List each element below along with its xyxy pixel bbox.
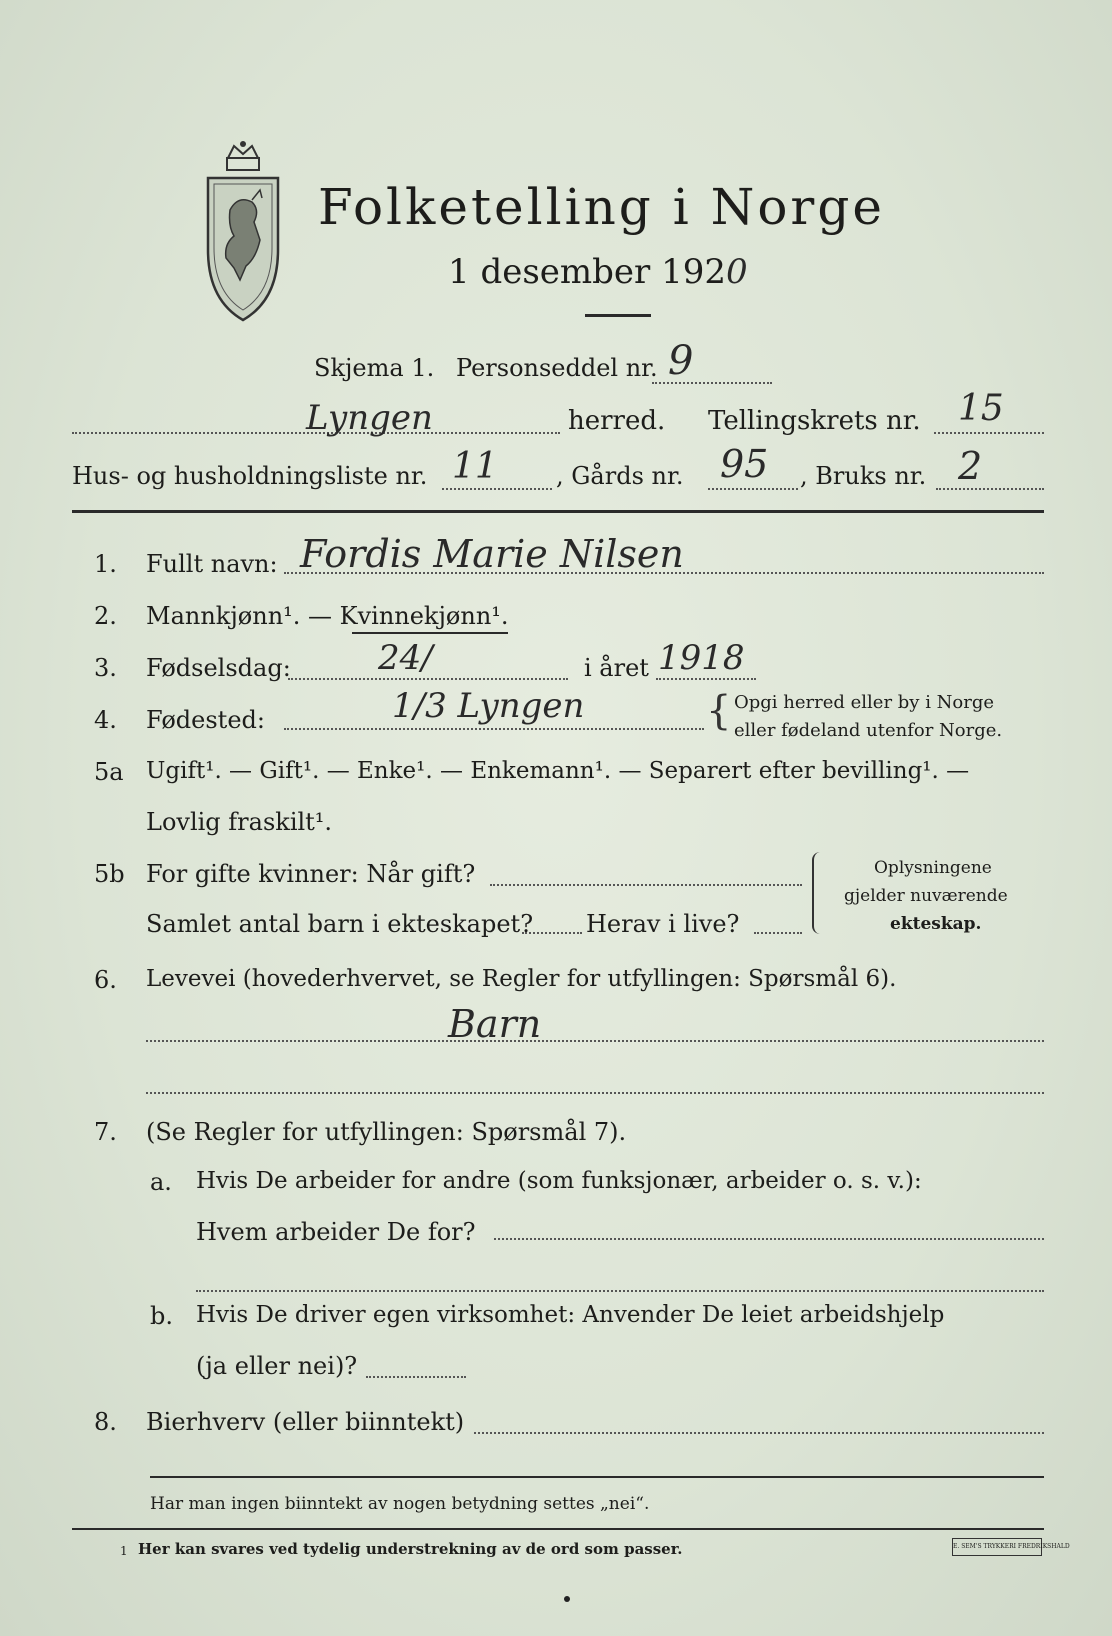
gards-value: 95: [720, 442, 769, 486]
q8-rule: [150, 1476, 1044, 1478]
q5b-children-label: Samlet antal barn i ekteskapet?: [146, 910, 534, 938]
kvinnekjonn-underline: [352, 632, 508, 634]
q5b-number: 5b: [94, 860, 125, 888]
bruks-label: , Bruks nr.: [800, 462, 927, 490]
tellingskrets-label: Tellingskrets nr.: [708, 406, 921, 436]
q2-label: Mannkjønn¹. — Kvinnekjønn¹.: [146, 602, 509, 630]
q4-label: Fødested:: [146, 706, 265, 734]
brace: {: [706, 688, 732, 734]
q1-number: 1.: [94, 550, 117, 578]
hus-value: 11: [452, 446, 498, 487]
q7b-line-1: Hvis De driver egen virksomhet: Anvender De leiet arbeidshjelp: [196, 1302, 945, 1328]
q8-label: Bierhverv (eller biinntekt): [146, 1408, 465, 1436]
q7-label: (Se Regler for utfyllingen: Spørsmål 7).: [146, 1118, 627, 1146]
occupation-value: Barn: [448, 1002, 542, 1046]
norwegian-coat-of-arms-icon: [200, 140, 286, 325]
footer-rule: [72, 1528, 1044, 1530]
q5b-note-3: ekteskap.: [890, 914, 982, 934]
hus-label: Hus- og husholdningsliste nr.: [72, 462, 428, 490]
title-divider: [585, 314, 651, 317]
q2-number: 2.: [94, 602, 117, 630]
q7b-number: b.: [150, 1302, 173, 1330]
q5a-line-2: Lovlig fraskilt¹.: [146, 808, 333, 836]
bracket: [812, 852, 824, 934]
birthplace-note-1: Opgi herred eller by i Norge: [734, 692, 995, 713]
q4-number: 4.: [94, 706, 117, 734]
q7a-line-1: Hvis De arbeider for andre (som funksjonær, arbeider o. s. v.):: [196, 1168, 922, 1194]
birthday-value: 24/: [378, 638, 433, 678]
birthplace-note-2: eller fødeland utenfor Norge.: [734, 720, 1003, 741]
q6-label: Levevei (hovederhvervet, se Regler for utfyllingen: Spørsmål 6).: [146, 966, 897, 992]
herred-value: Lyngen: [306, 398, 433, 438]
schema-label: Skjema 1.: [314, 354, 435, 382]
header-rule: [72, 510, 1044, 513]
bruks-value: 2: [958, 444, 983, 488]
census-date: 1 desember 1920: [448, 252, 748, 292]
q7b-line-2: (ja eller nei)?: [196, 1352, 358, 1380]
q7a-number: a.: [150, 1168, 172, 1196]
printer-stamp: E. SEM'S TRYKKERI FREDRIKSHALD: [952, 1538, 1042, 1556]
year-label: i året: [584, 654, 649, 682]
birthplace-value: 1/3 Lyngen: [392, 686, 585, 726]
personseddel-label: Personseddel nr.: [456, 354, 658, 382]
q5b-alive-label: Herav i live?: [586, 910, 740, 938]
q5a-number: 5a: [94, 758, 124, 786]
birth-year-value: 1918: [658, 638, 745, 678]
herred-label: herred.: [568, 406, 666, 436]
q3-number: 3.: [94, 654, 117, 682]
footnote-mark: 1: [120, 1544, 128, 1558]
gards-label: , Gårds nr.: [556, 462, 684, 490]
footnote-text: Her kan svares ved tydelig understrekning av de ord som passer.: [138, 1540, 683, 1558]
full-name-value: Fordis Marie Nilsen: [300, 532, 684, 576]
q3-label: Fødselsdag:: [146, 654, 291, 682]
q1-label: Fullt navn:: [146, 550, 278, 578]
q6-number: 6.: [94, 966, 117, 994]
footer-note: Har man ingen biinntekt av nogen betydning settes „nei“.: [150, 1494, 650, 1514]
page-dot: [564, 1596, 570, 1602]
q5b-note-1: Oplysningene: [874, 858, 992, 878]
q5b-line-1: For gifte kvinner: Når gift?: [146, 860, 476, 888]
personseddel-value: 9: [668, 338, 694, 384]
q8-number: 8.: [94, 1408, 117, 1436]
q5b-note-2: gjelder nuværende: [844, 886, 1008, 906]
q7a-line-2: Hvem arbeider De for?: [196, 1218, 476, 1246]
q7-number: 7.: [94, 1118, 117, 1146]
q5a-line-1: Ugift¹. — Gift¹. — Enke¹. — Enkemann¹. — Separert efter bevilling¹. —: [146, 758, 970, 784]
form-title: Folketelling i Norge: [318, 178, 885, 236]
tellingskrets-value: 15: [958, 388, 1004, 429]
